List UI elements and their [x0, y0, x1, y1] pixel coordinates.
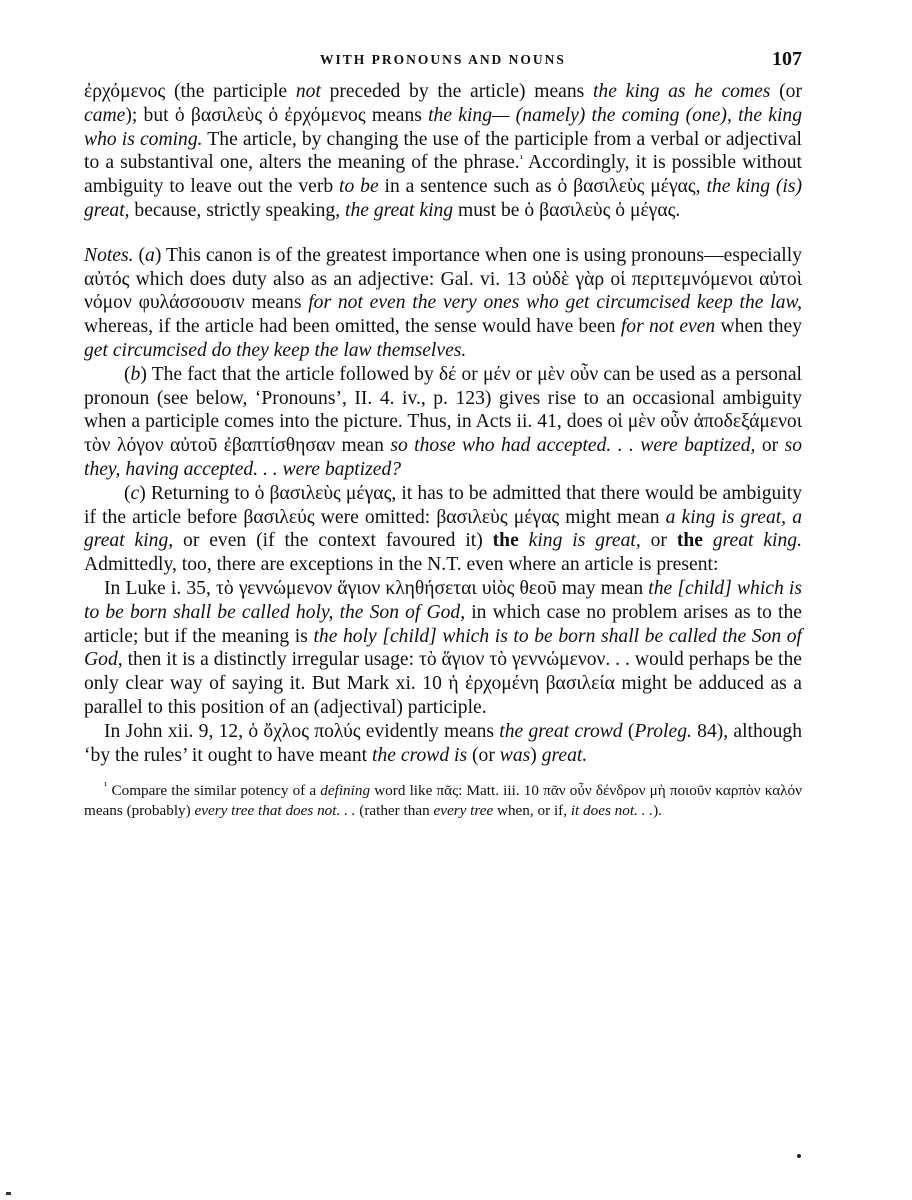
running-header-title: WITH PRONOUNS AND NOUNS	[320, 52, 566, 67]
emphasis: the king as he comes	[592, 81, 771, 102]
text-span: The article, by changing the use of the participle from a verbal or adjectival to a substantival one, alters the meaning of the phrase.	[84, 128, 803, 174]
text-span: ).	[653, 802, 662, 820]
text-span: (rather than	[355, 802, 434, 820]
text-span: In John xii. 9, 12, ὁ ὄχλος πολύς evidently means	[104, 720, 500, 742]
text-span: or even (if the context favoured it)	[173, 530, 493, 552]
note-letter: a	[145, 244, 155, 266]
text-span: ); but ὁ βασιλεὺς ὁ ἐρχόμενος means	[125, 104, 429, 126]
emphasis: the holy [child] which is to be born shall be called the Son of God,	[84, 625, 803, 671]
note-c	[84, 482, 802, 577]
text-span: (	[133, 244, 146, 266]
book-page	[84, 48, 803, 821]
emphasis: get circumcised do they keep the law themselves.	[84, 339, 467, 361]
text-span: then it is a distinctly irregular usage: τὸ ἅγιον τὸ γεννώμενον. . . would perhaps be the only clear way of saying it. But Mark xi. 10 ἡ ἐρχομένη βασιλεία might be adduced as a parallel to this position of an (adjectival) participle.	[84, 649, 802, 718]
text-span: when they	[715, 316, 802, 338]
emphasis: every tree that does not. . .	[194, 802, 356, 820]
note-letter: b	[130, 363, 141, 385]
text-span: or	[640, 530, 677, 552]
paragraph-luke	[84, 577, 802, 720]
emphasis: defining	[320, 782, 371, 800]
emphasis: was	[499, 744, 531, 766]
emphasis: for not even	[620, 316, 716, 338]
emphasis: to be	[339, 176, 379, 198]
emphasis: it does not. . .	[570, 802, 654, 820]
text-span: (or	[770, 81, 803, 102]
scan-speck	[797, 1154, 801, 1158]
emphasis: the king— (namely) the coming (one), the king who is coming.	[84, 104, 802, 150]
emphasis: great.	[541, 744, 588, 766]
text-span: in a sentence such as ὁ βασιλεὺς μέγας,	[378, 176, 707, 198]
text-span: when, or if,	[493, 802, 571, 820]
paragraph-participle-article	[84, 80, 802, 223]
emphasis: king is great,	[528, 530, 641, 552]
text-span: Admittedly, too, there are exceptions in the N.T. even where an article is present:	[84, 554, 719, 576]
text-span: (	[124, 482, 131, 504]
footnote-marker: ¹	[519, 153, 523, 166]
note-letter: c	[130, 482, 140, 504]
scan-speck	[6, 1192, 11, 1195]
emphasis: the great crowd	[499, 720, 623, 742]
emphasis: not	[295, 81, 321, 102]
emphasis: the great king	[345, 199, 454, 221]
emphasis: Proleg.	[634, 720, 692, 742]
text-span	[703, 530, 713, 551]
text-span: ) Returning to ὁ βασιλεὺς μέγας, it has to be admitted that there would be ambiguity if the article before βασιλεύς were omitted: βασιλεὺς μέγας might mean	[84, 482, 802, 528]
footnote	[84, 781, 802, 821]
text-span: )	[530, 744, 542, 766]
emphasis: great king.	[712, 530, 802, 552]
emphasis: every tree	[433, 802, 494, 820]
notes-heading: Notes.	[84, 244, 134, 266]
note-b	[84, 363, 802, 482]
emphasis: so those who had accepted. . . were baptized,	[390, 435, 756, 457]
emphasis: came	[84, 104, 126, 126]
page-number: 107	[772, 48, 802, 70]
text-span: because, strictly speaking,	[129, 199, 345, 221]
note-a	[84, 244, 802, 363]
running-header	[84, 48, 802, 78]
text-span: whereas, if the article had been omitted, the sense would have been	[84, 316, 621, 338]
emphasis: for not even the very ones who get circumcised keep the law,	[308, 292, 802, 314]
text-span: 84), although ‘by the rules’ it ought to have meant	[84, 720, 802, 766]
text-span: ) The fact that the article followed by δέ or μέν or μὲν οὖν can be used as a personal pronoun (see below, ‘Pronouns’, II. 4. iv., p. 123) gives rise to an occasional ambiguity when a participle comes into the picture. Thus, in Acts ii. 41, does οἱ μὲν οὖν ἀποδεξάμενοι τὸν λόγον αὐτοῦ ἐβαπτίσθησαν mean	[84, 363, 802, 457]
emphasis: the crowd is	[372, 744, 468, 766]
text-span: (	[124, 363, 131, 385]
paragraph-john	[84, 720, 802, 768]
text-span: ) This canon is of the greatest importance when one is using pronouns—especially αὐτός which does duty also as an adjective: Gal. vi. 13 οὐδὲ γὰρ οἱ περιτεμνόμενοι αὐτοὶ νόμον φυλάσσουσιν means	[84, 244, 802, 314]
text-span	[519, 530, 529, 551]
text-span: in which case no problem arises as to the article; but if the meaning is	[84, 601, 802, 647]
text-span: preceded by the article) means	[320, 81, 593, 102]
emphasis: the king (is) great,	[84, 176, 802, 221]
text-span: (or	[467, 744, 500, 766]
footnote-marker: ¹	[104, 780, 108, 793]
text-span: Compare the similar potency of a	[107, 782, 321, 800]
text-span: In Luke i. 35, τὸ γεννώμενον ἅγιον κληθήσεται υἱὸς θεοῦ may mean	[104, 577, 649, 599]
text-span: must be ὁ βασιλεὺς ὁ μέγας.	[453, 199, 681, 221]
bold-article: the	[676, 530, 703, 552]
text-span: ἐρχόμενος (the participle	[84, 81, 296, 102]
emphasis: a king is great, a great king,	[84, 506, 802, 552]
emphasis: so they, having accepted. . . were baptized?	[84, 435, 802, 480]
emphasis: the [child] which is to be born shall be called holy, the Son of God,	[84, 577, 802, 623]
text-span: or	[755, 435, 785, 457]
bold-article: the	[492, 530, 519, 552]
text-span: (	[622, 720, 635, 742]
text-span: word like πᾶς: Matt. iii. 10 πᾶν οὖν δένδρον μὴ ποιοῦν καρπὸν καλόν means (probably)	[84, 782, 803, 820]
text-span: Accordingly, it is possible without ambiguity to leave out the verb	[84, 152, 802, 198]
